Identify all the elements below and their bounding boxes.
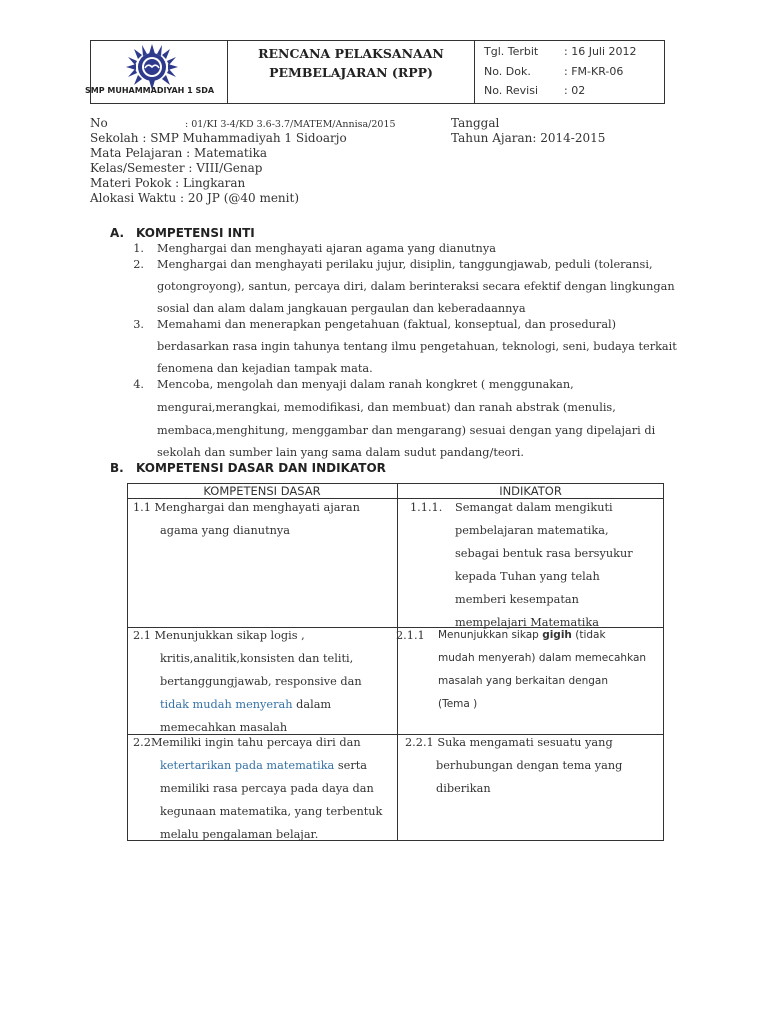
table-cell-indikator-num: 1.1.1. <box>410 501 443 514</box>
list-text: sekolah dan sumber lain yang sama dalam sudut pandang/teori. <box>157 446 524 459</box>
title-line: RENCANA PELAKSANAAN <box>258 46 444 61</box>
list-text: membaca,menghitung, menggambar dan mengarang) sesuai dengan yang dipelajari di <box>157 424 656 437</box>
header-divider <box>474 40 475 104</box>
cell-line: diberikan <box>436 782 491 795</box>
table-header-indikator: INDIKATOR <box>499 484 562 498</box>
info-no-label: No <box>90 116 108 130</box>
cell-line: kegunaan matematika, yang terbentuk <box>160 805 383 818</box>
list-text: berdasarkan rasa ingin tahunya tentang ilmu pengetahuan, teknologi, seni, budaya terkait <box>157 340 677 353</box>
list-text: Menghargai dan menghayati ajaran agama yang dianutnya <box>157 242 496 255</box>
table-cell-indikator-num: 2.1.1 <box>396 629 425 642</box>
muhammadiyah-logo-icon <box>126 44 178 90</box>
info-alokasi: Alokasi Waktu : 20 JP (@40 menit) <box>90 191 300 205</box>
bold-text: gigih <box>542 629 572 641</box>
table-cell-indikator <box>455 496 633 634</box>
cell-line <box>133 754 382 777</box>
meta-row <box>484 45 637 58</box>
cell-line: (Tema ) <box>438 698 478 710</box>
cell-line: mudah menyerah) dalam memecahkan <box>438 652 647 664</box>
list-text: Menghargai dan menghayati perilaku jujur, disiplin, tanggungjawab, peduli (toleransi, <box>157 258 653 271</box>
cell-line: masalah yang berkaitan dengan <box>438 675 608 687</box>
table-column-divider <box>397 483 398 841</box>
cell-line: memberi kesempatan <box>455 593 579 606</box>
info-sekolah: Sekolah : SMP Muhammadiyah 1 Sidoarjo <box>90 131 347 145</box>
list-text: fenomena dan kejadian tampak mata. <box>157 362 373 375</box>
title-line: PEMBELAJARAN (RPP) <box>269 65 433 80</box>
cell-line: melalu pengalaman belajar. <box>160 828 319 841</box>
cell-line: memiliki rasa percaya pada daya dan <box>160 782 374 795</box>
table-cell-indikator <box>438 624 646 716</box>
cell-line: pembelajaran matematika, <box>455 524 609 537</box>
list-number: 3. <box>133 318 144 331</box>
cell-line: 2.2.1 Suka mengamati sesuatu yang <box>405 736 613 749</box>
meta-value: : FM-KR-06 <box>564 65 624 78</box>
cell-line: kritis,analitik,konsisten dan teliti, <box>160 652 354 665</box>
section-heading <box>110 461 386 475</box>
list-number: 4. <box>133 378 144 391</box>
section-title: KOMPETENSI INTI <box>136 226 255 240</box>
list-text: Memahami dan menerapkan pengetahuan (faktual, konseptual, dan prosedural) <box>157 318 617 331</box>
highlight-text: ketertarikan pada matematika <box>160 759 335 772</box>
info-no-value: : 01/KI 3-4/KD 3.6-3.7/MATEM/Annisa/2015 <box>185 119 396 130</box>
table-cell-kd <box>133 731 382 846</box>
section-letter: B. <box>110 461 124 475</box>
cell-text: dalam <box>292 698 332 711</box>
cell-line: kepada Tuhan yang telah <box>455 570 600 583</box>
info-mata-pelajaran: Mata Pelajaran : Matematika <box>90 146 268 160</box>
cell-line: agama yang dianutnya <box>160 524 291 537</box>
list-number: 2. <box>133 258 144 271</box>
list-text: Mencoba, mengolah dan menyaji dalam ranah kongkret ( menggunakan, <box>157 378 574 391</box>
section-letter: A. <box>110 226 125 240</box>
meta-row <box>484 84 586 97</box>
table-cell-indikator <box>405 731 622 800</box>
table-cell-kd <box>133 624 362 739</box>
cell-text: Menunjukkan sikap <box>438 629 543 641</box>
cell-line: bertanggungjawab, responsive dan <box>160 675 362 688</box>
list-text: sosial dan alam dalam jangkauan pergaulan dan keberadaannya <box>157 302 526 315</box>
list-text: mengurai,merangkai, memodifikasi, dan membuat) dan ranah abstrak (menulis, <box>157 401 616 414</box>
info-tahun-ajaran: Tahun Ajaran: 2014-2015 <box>451 131 606 145</box>
info-materi: Materi Pokok : Lingkaran <box>90 176 246 190</box>
meta-label: No. Revisi <box>484 84 539 97</box>
table-cell-kd <box>133 496 360 542</box>
section-heading <box>110 226 255 240</box>
cell-line: 2.1 Menunjukkan sikap logis , <box>133 629 305 642</box>
section-title: KOMPETENSI DASAR DAN INDIKATOR <box>136 461 386 475</box>
cell-text: serta <box>334 759 368 772</box>
cell-line <box>133 693 362 716</box>
highlight-text: tidak mudah menyerah <box>160 698 293 711</box>
cell-text: (tidak <box>571 629 606 641</box>
cell-line: sebagai bentuk rasa bersyukur <box>455 547 633 560</box>
meta-value: : 02 <box>564 84 586 97</box>
cell-line: 1.1 Menghargai dan menghayati ajaran <box>133 501 360 514</box>
cell-line: mempelajari Matematika <box>455 616 599 629</box>
document-title <box>228 44 474 82</box>
cell-line: memecahkan masalah <box>160 721 288 734</box>
cell-line <box>438 624 646 647</box>
info-kelas: Kelas/Semester : VIII/Genap <box>90 161 263 175</box>
cell-line: berhubungan dengan tema yang <box>436 759 623 772</box>
meta-label: No. Dok. <box>484 65 531 78</box>
cell-line: Semangat dalam mengikuti <box>455 501 613 514</box>
meta-row <box>484 65 624 78</box>
list-number: 1. <box>133 242 144 255</box>
school-label: SMP MUHAMMADIYAH 1 SDA <box>85 86 215 95</box>
cell-line: 2.2Memiliki ingin tahu percaya diri dan <box>133 736 361 749</box>
table-header-kd: KOMPETENSI DASAR <box>203 484 321 498</box>
info-tanggal: Tanggal <box>451 116 500 130</box>
meta-label: Tgl. Terbit <box>484 45 539 58</box>
meta-value: : 16 Juli 2012 <box>564 45 637 58</box>
list-text: gotongroyong), santun, percaya diri, dalam berinteraksi secara efektif dengan lingkungan <box>157 280 675 293</box>
